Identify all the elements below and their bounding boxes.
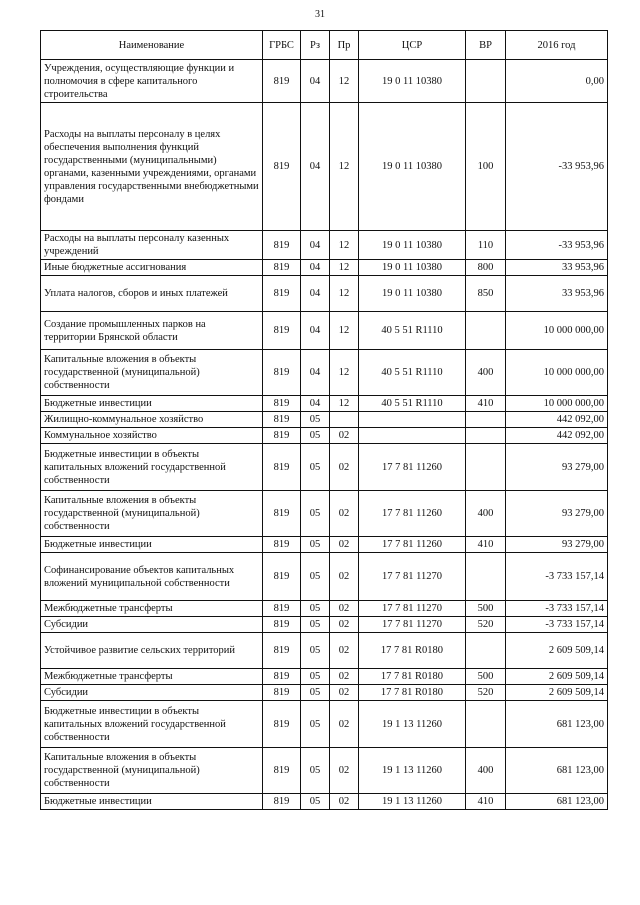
row-name: Межбюджетные трансферты [41, 669, 263, 685]
row-amount: 2 609 509,14 [506, 669, 608, 685]
row-rz: 05 [301, 633, 330, 669]
row-csr: 19 1 13 11260 [359, 701, 466, 748]
row-rz: 05 [301, 537, 330, 553]
table-row [41, 669, 608, 685]
row-csr: 19 0 11 10380 [359, 103, 466, 231]
row-pr: 02 [330, 553, 359, 601]
row-pr: 02 [330, 491, 359, 537]
table-row [41, 701, 608, 748]
row-rz: 05 [301, 669, 330, 685]
row-grbs: 819 [263, 412, 301, 428]
row-rz: 04 [301, 312, 330, 350]
row-rz: 04 [301, 276, 330, 312]
row-pr: 02 [330, 794, 359, 810]
row-vr: 410 [466, 794, 506, 810]
table-row [41, 60, 608, 103]
row-csr: 17 7 81 11270 [359, 601, 466, 617]
row-rz: 05 [301, 444, 330, 491]
row-pr: 12 [330, 103, 359, 231]
table-row [41, 260, 608, 276]
row-csr: 19 0 11 10380 [359, 276, 466, 312]
header-grbs: ГРБС [263, 31, 301, 60]
row-amount: 10 000 000,00 [506, 396, 608, 412]
row-vr: 100 [466, 103, 506, 231]
table-row [41, 553, 608, 601]
row-rz: 05 [301, 701, 330, 748]
row-pr [330, 412, 359, 428]
row-pr: 12 [330, 276, 359, 312]
row-csr: 17 7 81 11270 [359, 617, 466, 633]
row-name: Создание промышленных парков на территории Брянской области [41, 312, 263, 350]
row-grbs: 819 [263, 748, 301, 794]
table-row [41, 748, 608, 794]
row-rz: 04 [301, 231, 330, 260]
row-grbs: 819 [263, 685, 301, 701]
row-grbs: 819 [263, 669, 301, 685]
row-name: Субсидии [41, 617, 263, 633]
row-pr: 02 [330, 633, 359, 669]
row-rz: 04 [301, 396, 330, 412]
row-name: Жилищно-коммунальное хозяйство [41, 412, 263, 428]
row-name: Иные бюджетные ассигнования [41, 260, 263, 276]
row-vr [466, 60, 506, 103]
header-name: Наименование [41, 31, 263, 60]
row-vr [466, 428, 506, 444]
row-name: Капитальные вложения в объекты государственной (муниципальной) собственности [41, 350, 263, 396]
row-pr: 02 [330, 685, 359, 701]
table-header-row [41, 31, 608, 60]
row-pr: 12 [330, 396, 359, 412]
table-row [41, 794, 608, 810]
row-vr [466, 553, 506, 601]
row-amount: -33 953,96 [506, 103, 608, 231]
row-vr [466, 312, 506, 350]
table-row [41, 103, 608, 231]
header-rz: Рз [301, 31, 330, 60]
row-name: Коммунальное хозяйство [41, 428, 263, 444]
row-csr: 19 0 11 10380 [359, 60, 466, 103]
row-name: Бюджетные инвестиции [41, 794, 263, 810]
row-csr [359, 428, 466, 444]
row-csr: 19 1 13 11260 [359, 748, 466, 794]
row-rz: 05 [301, 428, 330, 444]
row-grbs: 819 [263, 396, 301, 412]
table-row [41, 685, 608, 701]
row-amount: 0,00 [506, 60, 608, 103]
row-name: Бюджетные инвестиции в объекты капитальных вложений государственной собственности [41, 701, 263, 748]
table-row [41, 601, 608, 617]
row-vr [466, 633, 506, 669]
row-rz: 05 [301, 794, 330, 810]
row-pr: 12 [330, 312, 359, 350]
row-vr: 500 [466, 601, 506, 617]
row-grbs: 819 [263, 601, 301, 617]
row-csr: 17 7 81 11260 [359, 491, 466, 537]
row-grbs: 819 [263, 103, 301, 231]
row-grbs: 819 [263, 633, 301, 669]
row-grbs: 819 [263, 491, 301, 537]
row-vr: 520 [466, 685, 506, 701]
table-row [41, 396, 608, 412]
row-pr: 02 [330, 617, 359, 633]
row-vr: 500 [466, 669, 506, 685]
row-rz: 04 [301, 103, 330, 231]
header-vr: ВР [466, 31, 506, 60]
row-amount: 681 123,00 [506, 794, 608, 810]
row-csr: 17 7 81 R0180 [359, 633, 466, 669]
row-vr [466, 444, 506, 491]
row-name: Устойчивое развитие сельских территорий [41, 633, 263, 669]
row-name: Софинансирование объектов капитальных вложений муниципальной собственности [41, 553, 263, 601]
row-grbs: 819 [263, 444, 301, 491]
row-rz: 05 [301, 491, 330, 537]
row-csr: 17 7 81 R0180 [359, 685, 466, 701]
row-pr: 02 [330, 669, 359, 685]
row-amount: 10 000 000,00 [506, 312, 608, 350]
row-amount: 442 092,00 [506, 412, 608, 428]
row-grbs: 819 [263, 350, 301, 396]
row-rz: 04 [301, 350, 330, 396]
row-vr: 410 [466, 537, 506, 553]
row-amount: 442 092,00 [506, 428, 608, 444]
row-vr: 400 [466, 748, 506, 794]
page-number: 31 [315, 9, 325, 20]
table-row [41, 412, 608, 428]
row-csr: 17 7 81 R0180 [359, 669, 466, 685]
row-amount: 2 609 509,14 [506, 633, 608, 669]
row-pr: 12 [330, 231, 359, 260]
row-amount: 33 953,96 [506, 276, 608, 312]
row-pr: 02 [330, 537, 359, 553]
row-pr: 02 [330, 444, 359, 491]
header-year: 2016 год [506, 31, 608, 60]
row-name: Расходы на выплаты персоналу казенных учреждений [41, 231, 263, 260]
row-csr: 19 0 11 10380 [359, 231, 466, 260]
table-row [41, 617, 608, 633]
row-pr: 12 [330, 60, 359, 103]
row-grbs: 819 [263, 617, 301, 633]
table-row [41, 312, 608, 350]
row-rz: 05 [301, 748, 330, 794]
table-row [41, 276, 608, 312]
table-row [41, 231, 608, 260]
row-name: Бюджетные инвестиции в объекты капитальных вложений государственной собственности [41, 444, 263, 491]
row-grbs: 819 [263, 260, 301, 276]
row-grbs: 819 [263, 428, 301, 444]
budget-table [40, 30, 608, 810]
row-pr: 12 [330, 350, 359, 396]
row-vr: 800 [466, 260, 506, 276]
row-pr: 02 [330, 701, 359, 748]
row-vr: 110 [466, 231, 506, 260]
row-pr: 02 [330, 601, 359, 617]
table-row [41, 350, 608, 396]
row-csr: 40 5 51 R1110 [359, 350, 466, 396]
row-rz: 04 [301, 60, 330, 103]
row-rz: 05 [301, 685, 330, 701]
row-amount: -33 953,96 [506, 231, 608, 260]
row-csr: 19 0 11 10380 [359, 260, 466, 276]
row-name: Межбюджетные трансферты [41, 601, 263, 617]
row-rz: 05 [301, 412, 330, 428]
row-vr: 410 [466, 396, 506, 412]
row-csr: 17 7 81 11260 [359, 537, 466, 553]
row-grbs: 819 [263, 794, 301, 810]
row-name: Уплата налогов, сборов и иных платежей [41, 276, 263, 312]
row-csr: 17 7 81 11270 [359, 553, 466, 601]
row-amount: 93 279,00 [506, 491, 608, 537]
row-name: Учреждения, осуществляющие функции и полномочия в сфере капитального строительства [41, 60, 263, 103]
row-rz: 05 [301, 617, 330, 633]
row-pr: 02 [330, 428, 359, 444]
row-amount: 681 123,00 [506, 701, 608, 748]
row-vr: 400 [466, 491, 506, 537]
row-pr: 12 [330, 260, 359, 276]
row-rz: 05 [301, 601, 330, 617]
table-row [41, 633, 608, 669]
row-vr [466, 701, 506, 748]
table-row [41, 444, 608, 491]
row-grbs: 819 [263, 276, 301, 312]
table-row [41, 537, 608, 553]
row-name: Капитальные вложения в объекты государственной (муниципальной) собственности [41, 491, 263, 537]
row-name: Бюджетные инвестиции [41, 537, 263, 553]
row-amount: -3 733 157,14 [506, 617, 608, 633]
row-csr [359, 412, 466, 428]
row-rz: 05 [301, 553, 330, 601]
row-vr: 400 [466, 350, 506, 396]
row-amount: 93 279,00 [506, 444, 608, 491]
row-csr: 40 5 51 R1110 [359, 312, 466, 350]
row-csr: 19 1 13 11260 [359, 794, 466, 810]
row-amount: 2 609 509,14 [506, 685, 608, 701]
row-amount: 33 953,96 [506, 260, 608, 276]
row-name: Бюджетные инвестиции [41, 396, 263, 412]
row-csr: 40 5 51 R1110 [359, 396, 466, 412]
row-grbs: 819 [263, 537, 301, 553]
row-grbs: 819 [263, 701, 301, 748]
header-csr: ЦСР [359, 31, 466, 60]
row-name: Субсидии [41, 685, 263, 701]
row-amount: 93 279,00 [506, 537, 608, 553]
row-amount: -3 733 157,14 [506, 601, 608, 617]
header-pr: Пр [330, 31, 359, 60]
row-vr: 520 [466, 617, 506, 633]
row-grbs: 819 [263, 312, 301, 350]
row-grbs: 819 [263, 553, 301, 601]
row-amount: 10 000 000,00 [506, 350, 608, 396]
row-name: Расходы на выплаты персоналу в целях обеспечения выполнения функций государственными (муниципальными) органами, казенными учреждениями, органами управления государственными внебюджетными фондами [41, 103, 263, 231]
row-amount: -3 733 157,14 [506, 553, 608, 601]
row-grbs: 819 [263, 60, 301, 103]
table-row [41, 491, 608, 537]
row-grbs: 819 [263, 231, 301, 260]
row-rz: 04 [301, 260, 330, 276]
row-amount: 681 123,00 [506, 748, 608, 794]
table-row [41, 428, 608, 444]
row-csr: 17 7 81 11260 [359, 444, 466, 491]
row-name: Капитальные вложения в объекты государственной (муниципальной) собственности [41, 748, 263, 794]
row-vr: 850 [466, 276, 506, 312]
row-pr: 02 [330, 748, 359, 794]
row-vr [466, 412, 506, 428]
